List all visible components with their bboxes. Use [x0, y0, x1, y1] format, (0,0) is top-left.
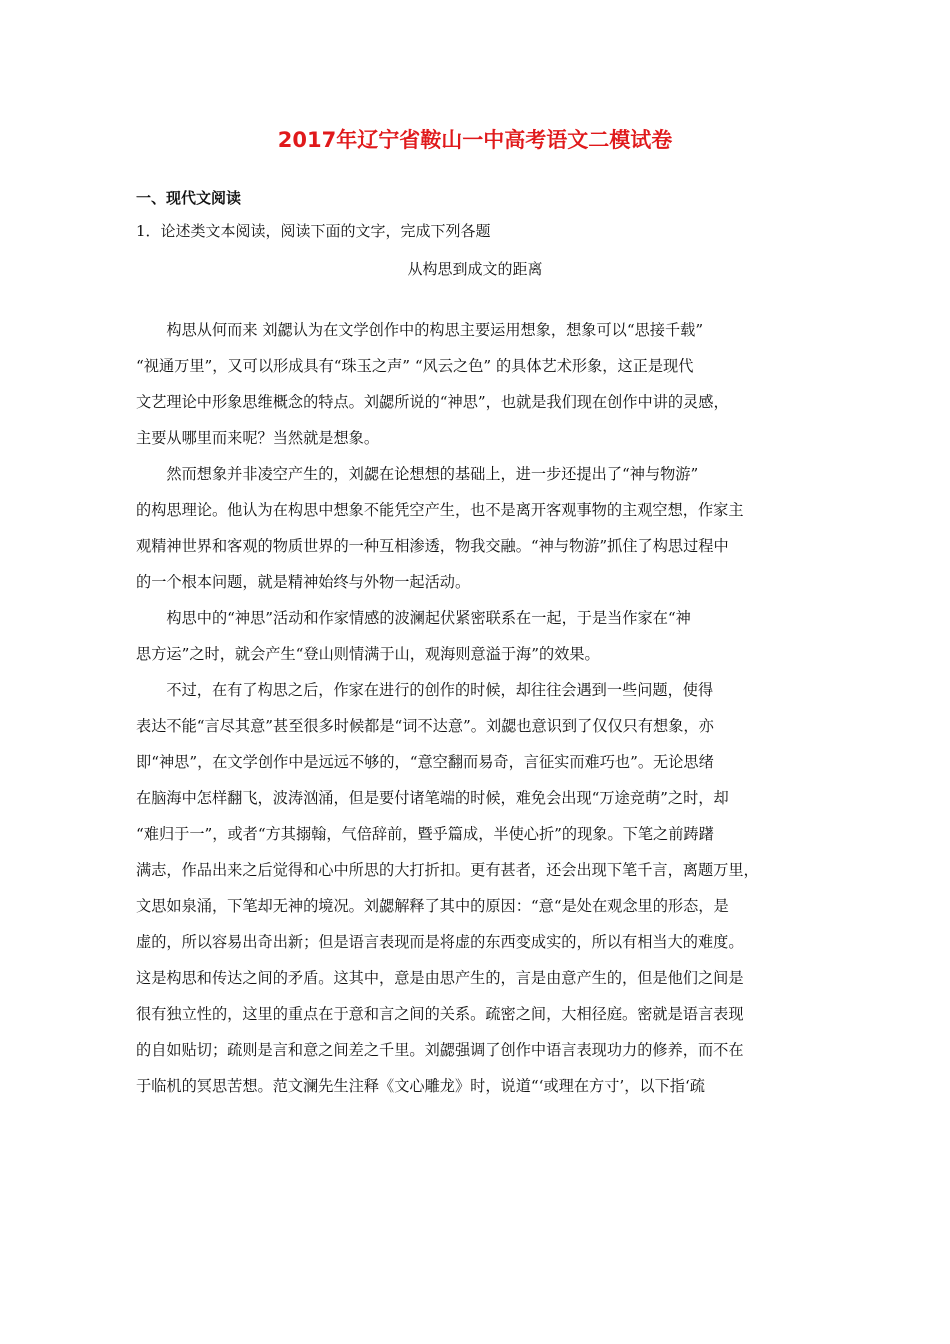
body-line: 这是构思和传达之间的矛盾。这其中，意是由思产生的，言是由意产生的，但是他们之间是: [136, 969, 744, 987]
body-line: 不过，在有了构思之后，作家在进行的创作的时候，却往往会遇到一些问题，使得: [136, 681, 714, 699]
body-line: 文艺理论中形象思维概念的特点。刘勰所说的“神思”，也就是我们现在创作中讲的灵感，: [136, 393, 729, 411]
body-line: 的一个根本问题，就是精神始终与外物一起活动。: [136, 573, 471, 591]
question-intro: 1．论述类文本阅读，阅读下面的文字，完成下列各题: [136, 222, 491, 240]
exam-title: 2017年辽宁省鞍山一中高考语文二模试卷: [277, 128, 673, 152]
body-line: 即“神思”，在文学创作中是远远不够的，“意空翻而易奇，言征实而难巧也”。无论思绪: [136, 753, 714, 771]
body-line: 构思中的“神思”活动和作家情感的波澜起伏紧密联系在一起，于是当作家在“神: [136, 609, 691, 627]
body-line: 很有独立性的，这里的重点在于意和言之间的关系。疏密之间，大相径庭。密就是语言表现: [136, 1005, 744, 1023]
body-line: 主要从哪里而来呢？当然就是想象。: [136, 429, 379, 447]
body-line: 在脑海中怎样翻飞，波涛汹涌，但是要付诸笔端的时候，难免会出现“万途竞萌”之时，却: [136, 789, 729, 807]
article-body: [136, 318, 814, 1110]
body-line: 思方运”之时，就会产生“登山则情满于山，观海则意溢于海”的效果。: [136, 645, 600, 663]
article-title: 从构思到成文的距离: [407, 260, 543, 278]
body-line: 表达不能“言尽其意”甚至很多时候都是“词不达意”。刘勰也意识到了仅仅只有想象，亦: [136, 717, 714, 735]
body-line: “视通万里”，又可以形成具有“珠玉之声” “风云之色” 的具体艺术形象，这正是现代: [136, 357, 694, 375]
body-line: 然而想象并非凌空产生的，刘勰在论想想的基础上，进一步还提出了“神与物游”: [136, 465, 699, 483]
body-line: 观精神世界和客观的物质世界的一种互相渗透，物我交融。“神与物游”抓住了构思过程中: [136, 537, 729, 555]
body-line: 文思如泉涌，下笔却无神的境况。刘勰解释了其中的原因：“意“是处在观念里的形态，是: [136, 897, 729, 915]
body-line: 虚的，所以容易出奇出新；但是语言表现而是将虚的东西变成实的，所以有相当大的难度。: [136, 933, 744, 951]
body-line: “难归于一”，或者“方其搦翰，气倍辞前，暨乎篇成，半使心折”的现象。下笔之前踌躇: [136, 825, 714, 843]
body-line: 构思从何而来 刘勰认为在文学创作中的构思主要运用想象，想象可以“思接千载”: [136, 321, 704, 339]
body-line: 的构思理论。他认为在构思中想象不能凭空产生，也不是离开客观事物的主观空想，作家主: [136, 501, 744, 519]
section-heading: 一、现代文阅读: [136, 189, 242, 207]
body-line: 的自如贴切；疏则是言和意之间差之千里。刘勰强调了创作中语言表现功力的修养，而不在: [136, 1041, 744, 1059]
body-line: 满志，作品出来之后觉得和心中所思的大打折扣。更有甚者，还会出现下笔千言，离题万里，: [136, 861, 759, 879]
body-line: 于临机的冥思苦想。范文澜先生注释《文心雕龙》时，说道“‘或理在方寸’，以下指‘疏: [136, 1077, 705, 1095]
